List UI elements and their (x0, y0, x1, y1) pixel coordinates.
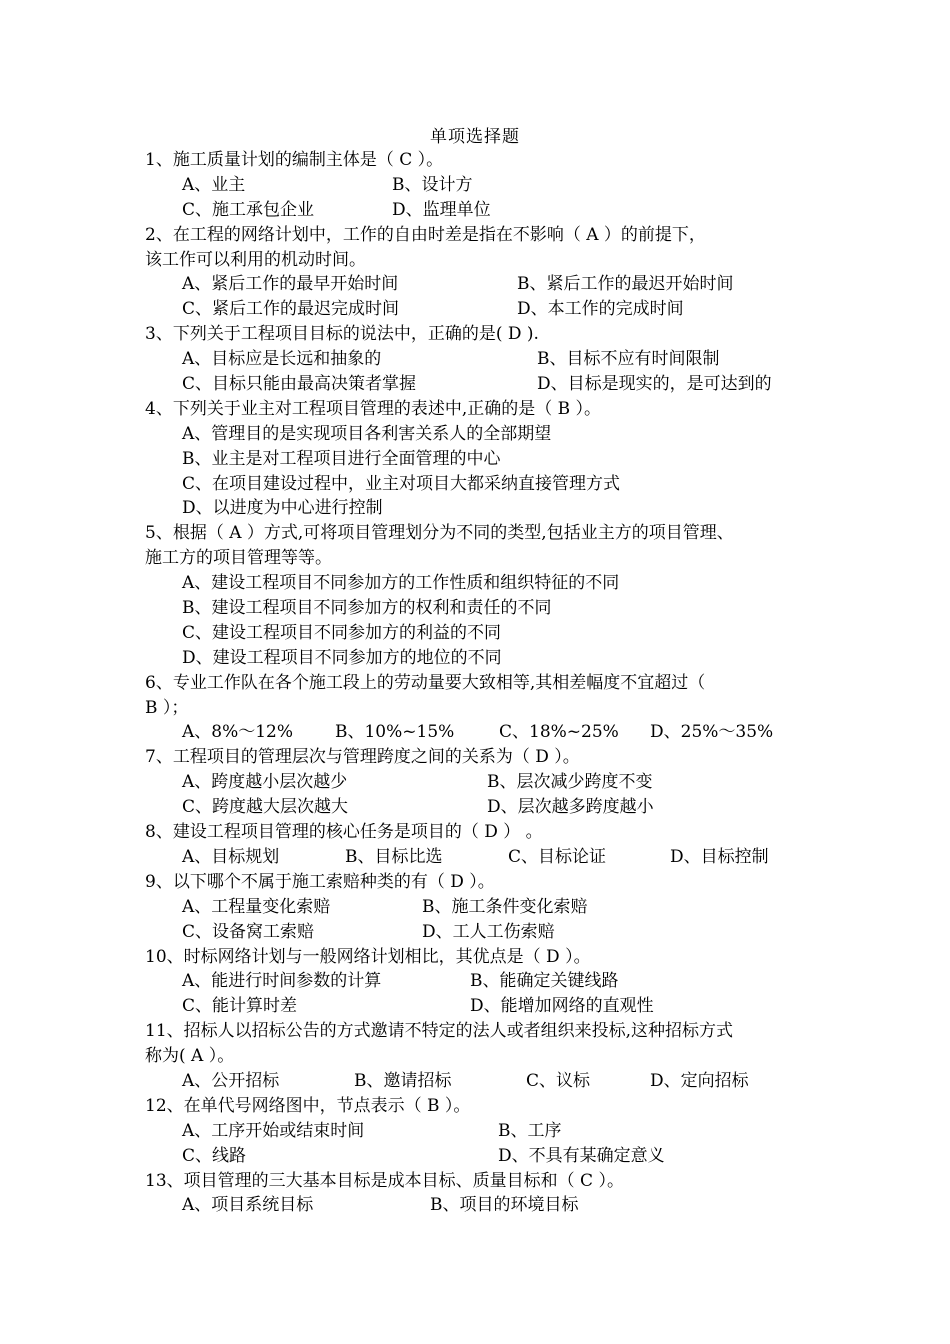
option-text: A、能进行时间参数的计算 (182, 971, 382, 992)
option-row (145, 297, 835, 322)
option-row (145, 272, 835, 297)
option-text: A、紧后工作的最早开始时间 (182, 274, 399, 295)
option-row (145, 1193, 835, 1218)
option-text: B、目标比选 (345, 846, 443, 867)
question-stem: 11、招标人以招标公告的方式邀请不特定的法人或者组织来投标,这种招标方式 (145, 1021, 734, 1042)
option-text: D、目标是现实的，是可达到的 (537, 374, 772, 395)
question-stem: 称为( A ）。 (145, 1046, 235, 1067)
question-stem: B ）； (145, 697, 189, 718)
option-text: B、10%~15% (335, 722, 455, 743)
question-list (145, 148, 835, 1218)
option-text: D、能增加网络的直观性 (470, 996, 654, 1017)
option-text: C、建设工程项目不同参加方的利益的不同 (182, 622, 502, 643)
option-text: C、线路 (182, 1145, 247, 1166)
option-row (145, 372, 835, 397)
option-text: B、邀请招标 (354, 1070, 452, 1091)
option-text: A、管理目的是实现项目各利害关系人的全部期望 (182, 423, 552, 444)
question-stem: 1、施工质量计划的编制主体是（ C ）。 (145, 150, 444, 170)
option-text: C、议标 (526, 1070, 591, 1091)
option-row (145, 571, 835, 596)
option-row (145, 173, 835, 198)
option-text: C、施工承包企业 (182, 199, 315, 220)
option-row (145, 347, 835, 372)
option-row (145, 770, 835, 795)
question-stem: 10、时标网络计划与一般网络计划相比，其优点是（ D ）。 (145, 946, 591, 967)
question-stem: 该工作可以利用的机动时间。 (145, 249, 366, 270)
option-text: B、工序 (498, 1120, 562, 1141)
option-row (145, 198, 835, 223)
option-row (145, 895, 835, 920)
question-stem: 4、下列关于业主对工程项目管理的表述中,正确的是（ B ）。 (145, 398, 602, 419)
option-row (145, 1119, 835, 1144)
option-row (145, 795, 835, 820)
option-text: D、目标控制 (670, 846, 769, 867)
option-row (145, 621, 835, 646)
option-text: C、设备窝工索赔 (182, 921, 315, 942)
option-row (145, 422, 835, 447)
option-row (145, 1144, 835, 1169)
option-text: B、施工条件变化索赔 (422, 896, 588, 917)
option-text: C、在项目建设过程中，业主对项目大都采纳直接管理方式 (182, 473, 621, 494)
option-text: A、公开招标 (182, 1070, 280, 1091)
option-text: B、项目的环境目标 (430, 1195, 579, 1216)
option-text: A、目标规划 (182, 846, 280, 867)
option-text: A、跨度越小层次越少 (182, 772, 348, 793)
option-text: C、目标只能由最高决策者掌握 (182, 374, 417, 395)
option-text: D、监理单位 (392, 199, 491, 220)
option-row (145, 472, 835, 497)
question-stem: 施工方的项目管理等等。 (145, 548, 332, 569)
option-text: D、工人工伤索赔 (422, 921, 555, 942)
option-text: D、定向招标 (650, 1070, 749, 1091)
option-text: A、8%～12% (182, 722, 294, 743)
option-text: D、层次越多跨度越小 (487, 797, 654, 818)
option-text: B、业主是对工程项目进行全面管理的中心 (182, 448, 501, 469)
option-text: D、以进度为中心进行控制 (182, 498, 383, 519)
option-row (145, 496, 835, 521)
option-text: C、18%~25% (499, 722, 619, 743)
option-text: A、业主 (182, 174, 246, 195)
option-row (145, 1069, 835, 1094)
question-stem: 8、建设工程项目管理的核心任务是项目的（ D ） 。 (145, 822, 543, 843)
option-text: D、本工作的完成时间 (517, 299, 684, 320)
option-text: B、紧后工作的最迟开始时间 (517, 274, 734, 295)
option-text: C、跨度越大层次越大 (182, 797, 349, 818)
question-stem: 12、在单代号网络图中，节点表示（ B ）。 (145, 1095, 471, 1116)
question-stem: 2、在工程的网络计划中，工作的自由时差是指在不影响（ A ）的前提下， (145, 224, 706, 245)
option-row (145, 596, 835, 621)
question-stem: 9、以下哪个不属于施工索赔种类的有（ D ）。 (145, 871, 495, 892)
option-text: A、建设工程项目不同参加方的工作性质和组织特征的不同 (182, 573, 620, 594)
question-stem: 13、项目管理的三大基本目标是成本目标、质量目标和（ C ）。 (145, 1170, 624, 1191)
option-text: A、工程量变化索赔 (182, 896, 331, 917)
option-text: A、工序开始或结束时间 (182, 1120, 365, 1141)
option-row (145, 920, 835, 945)
option-text: D、不具有某确定意义 (498, 1145, 665, 1166)
option-text: A、项目系统目标 (182, 1195, 314, 1216)
option-text: C、目标论证 (508, 846, 607, 867)
option-text: B、层次减少跨度不变 (487, 772, 653, 793)
option-text: C、能计算时差 (182, 996, 298, 1017)
question-stem: 7、工程项目的管理层次与管理跨度之间的关系为（ D ）。 (145, 747, 580, 768)
option-row (145, 969, 835, 994)
question-stem: 5、根据（ A ）方式,可将项目管理划分为不同的类型,包括业主方的项目管理、 (145, 523, 734, 544)
option-text: B、目标不应有时间限制 (537, 349, 720, 370)
option-row (145, 646, 835, 671)
option-text: B、能确定关键线路 (470, 971, 619, 992)
question-stem: 6、专业工作队在各个施工段上的劳动量要大致相等,其相差幅度不宜超过（ (145, 672, 706, 693)
option-text: D、建设工程项目不同参加方的地位的不同 (182, 647, 502, 668)
option-row (145, 720, 835, 745)
option-row (145, 845, 835, 870)
option-row (145, 994, 835, 1019)
option-text: B、设计方 (392, 174, 473, 195)
option-row (145, 447, 835, 472)
page-title: 单项选择题 (430, 127, 520, 147)
option-text: B、建设工程项目不同参加方的权利和责任的不同 (182, 598, 552, 619)
question-stem: 3、下列关于工程项目目标的说法中，正确的是( D ). (145, 324, 539, 345)
option-text: A、目标应是长远和抽象的 (182, 349, 382, 370)
option-text: C、紧后工作的最迟完成时间 (182, 299, 400, 320)
option-text: D、25%～35% (650, 722, 774, 743)
